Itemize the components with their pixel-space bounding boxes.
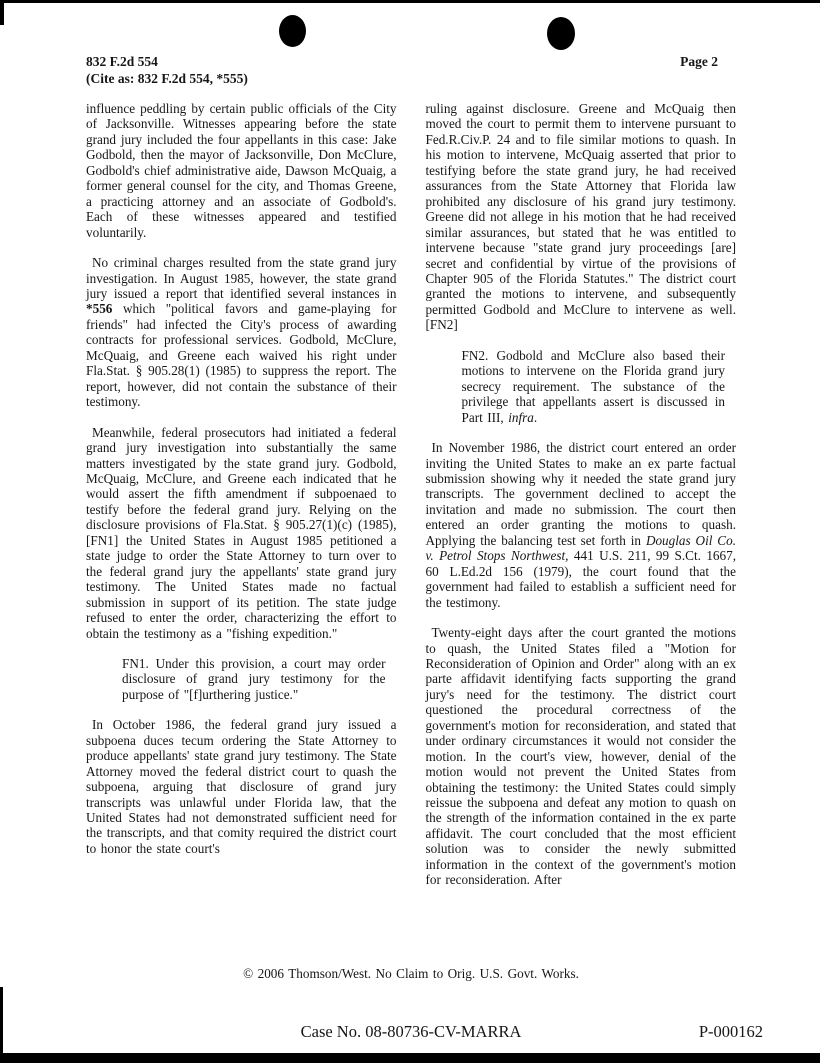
reporter-citation: 832 F.2d 554: [86, 54, 158, 69]
text-run: FN1. Under this provision, a court may order disclosure of grand jury testimony for the purpose of "[f]urthering justice.": [122, 655, 386, 702]
bates-number-stamp: P-000162: [698, 1022, 763, 1041]
opinion-body: [86, 101, 736, 903]
body-paragraph: [86, 101, 397, 240]
scan-edge-left-bottom: [0, 987, 3, 1063]
body-paragraph: [426, 101, 737, 333]
text-run: influence peddling by certain public officials of the City of Jacksonville. Witnesses appearing before the state grand jury included the four appellants in this case: Jake Godbold, then the mayor of Jacksonville, Don McClure, Godbold's chief administrative aide, Dawson McQuaig, a former general counsel for the city, and Thomas Greene, a practicing attorney and an associate of Godbold's. Each of these witnesses appeared and testified voluntarily.: [86, 101, 397, 240]
hole-punch-right: [547, 17, 575, 50]
star-page-reference: *556: [86, 301, 113, 317]
scan-edge-left-top: [0, 0, 4, 25]
text-run: In November 1986, the district court entered an order inviting the United States to make an ex parte factual submission showing why it needed the state grand jury transcripts. The government declined to accept the invitation and made no submission. The court then entered an order granting the motions to quash. Applying the balancing test set forth in: [425, 440, 736, 548]
right-column: [426, 101, 737, 903]
body-paragraph: [426, 440, 737, 610]
case-number-stamp: Case No. 08-80736-CV-MARRA: [300, 1022, 522, 1041]
text-run: which "political favors and game-playing for friends" had infected the City's process of awarding contracts for professional services. Godbold, McClure, McQuaig, and Greene each waived his right under Fla.Stat. § 905.28(1) (1985) to suppress the report. The report, however, did not contain the substance of their testimony.: [86, 301, 397, 410]
text-run: Meanwhile, federal prosecutors had initiated a federal grand jury investigation into substantially the same matters investigated by the state grand jury. Godbold, McQuaig, McClure, and Greene each indicated that he would assert the fifth amendment if subpoenaed to testify before the federal grand jury. Relying on the disclosure provisions of Fla.Stat. § 905.27(1)(c) (1985), [FN1] the United States in August 1985 petitioned a state judge to order the State Attorney to turn over to the federal grand jury the appellants' state grand jury testimony. The United States made no factual submission in support of its petition. The state judge refused to enter the order, characterizing the effort to obtain the testimony as a "fishing expedition.": [86, 424, 397, 641]
body-paragraph: [86, 717, 397, 856]
scan-edge-top: [0, 0, 820, 3]
text-run: No criminal charges resulted from the state grand jury investigation. In August 1985, however, the state grand jury issued a report that identified several instances in: [86, 255, 397, 301]
body-paragraph: [86, 255, 397, 410]
left-column: [86, 101, 397, 903]
page-number-label: Page 2: [680, 54, 718, 69]
italic-citation: Douglas Oil Co. v. Petrol Stops Northwest,: [425, 532, 736, 564]
italic-citation: infra: [508, 409, 534, 425]
body-paragraph: [86, 425, 397, 641]
text-run: ruling against disclosure. Greene and McQuaig then moved the court to permit them to intervene pursuant to Fed.R.Civ.P. 24 and to file similar motions to quash. In his motion to intervene, McQuaig asserted that prior to testifying before the state grand jury, he had received assurances from the State Attorney that Florida law prohibited any disclosure of his grand jury testimony. Greene did not allege in his motion that he had received similar assurances, but stated that he was entitled to intervene because "state grand jury proceedings [are] secret and confidential by virtue of the provisions of Chapter 905 of the Florida Statutes." The district court granted the motions to intervene, and subsequently permitted Godbold and McClure to intervene as well. [FN2]: [425, 101, 736, 333]
hole-punch-left: [279, 15, 306, 47]
text-run: FN2. Godbold and McClure also based their motions to intervene on the Florida grand jury secrecy requirement. The substance of the privilege that appellants assert is discussed in Part III,: [461, 347, 725, 425]
footnote-block: [462, 348, 726, 425]
footnote-block: [122, 656, 386, 702]
scan-edge-bottom: [0, 1053, 820, 1063]
text-run: 441 U.S. 211, 99 S.Ct. 1667, 60 L.Ed.2d 156 (1979), the court found that the government had failed to establish a sufficient need for the testimony.: [425, 548, 736, 610]
text-run: Twenty-eight days after the court granted the motions to quash, the United States filed a "Motion for Reconsideration of Opinion and Order" along with an ex parte affidavit identifying facts supporting the grand jury's need for the testimony. The district court questioned the procedural correctness of the government's motion for reconsideration, and stated that under ordinary circumstances it would not consider the motion. In the court's view, however, denial of the motion would not prevent the United States from obtaining the testimony: the United States could simply reissue the subpoena and defeat any motion to quash on the strength of the information contained in the ex parte affidavit. The court concluded that the most efficient solution was to consider the newly submitted information in the context of the government's motion for reconsideration. After: [425, 625, 736, 888]
text-run: In October 1986, the federal grand jury issued a subpoena duces tecum ordering the State Attorney to produce appellants' state grand jury testimony. The State Attorney moved the federal district court to quash the subpoena, arguing that disclosure of grand jury transcripts was unlawful under Florida law, that the United States had not demonstrated sufficient need for the transcripts, and that comity required the district court to honor the state court's: [86, 717, 397, 856]
copyright-line: © 2006 Thomson/West. No Claim to Orig. U.S. Govt. Works.: [243, 966, 579, 981]
body-paragraph: [426, 625, 737, 888]
text-run: .: [533, 409, 538, 425]
cite-as-line: (Cite as: 832 F.2d 554, *555): [86, 71, 248, 86]
